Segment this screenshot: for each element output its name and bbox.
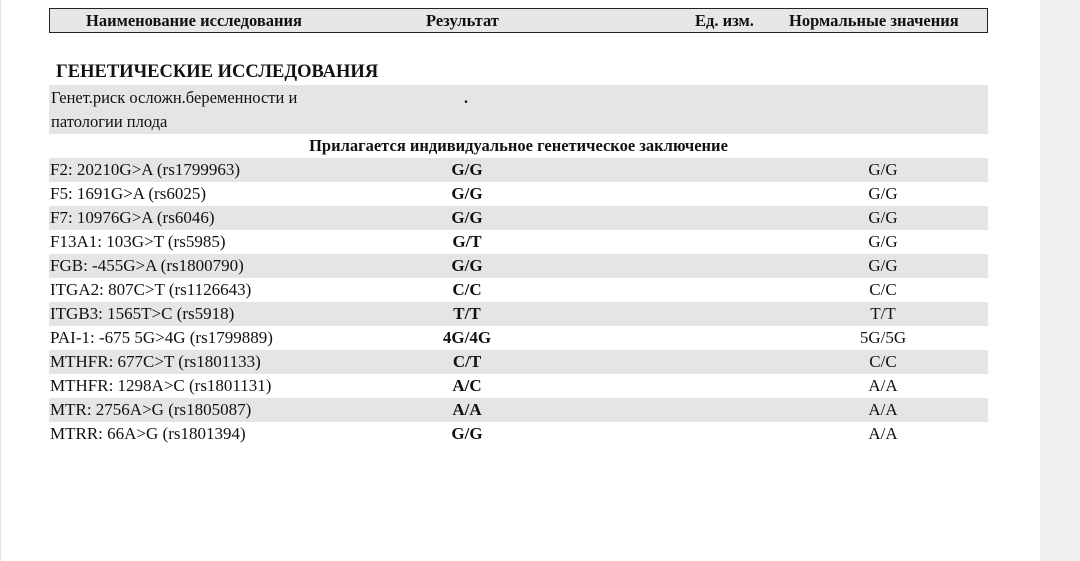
test-result: G/T <box>452 232 482 251</box>
test-result: A/C <box>452 376 482 395</box>
table-row <box>49 350 988 374</box>
test-normal-value: G/G <box>868 256 898 275</box>
table-header <box>49 8 988 33</box>
test-name: FGB: -455G>A (rs1800790) <box>50 256 244 275</box>
test-name: ITGB3: 1565T>C (rs5918) <box>50 304 235 323</box>
table-row <box>49 230 988 254</box>
test-normal-value: A/A <box>868 424 898 443</box>
test-name: F13A1: 103G>T (rs5985) <box>50 232 226 251</box>
risk-label-line-1: Генет.риск осложн.беременности и <box>51 88 298 107</box>
test-normal-value: G/G <box>868 208 898 227</box>
test-normal-value: G/G <box>868 184 898 203</box>
test-result: G/G <box>451 208 483 227</box>
test-name: F7: 10976G>A (rs6046) <box>50 208 215 227</box>
test-name: F5: 1691G>A (rs6025) <box>50 184 206 203</box>
test-name: ITGA2: 807C>T (rs1126643) <box>50 280 252 299</box>
risk-row <box>49 85 988 134</box>
table-row <box>49 206 988 230</box>
test-normal-value: C/C <box>869 280 897 299</box>
test-result: 4G/4G <box>442 328 492 347</box>
test-name: MTHFR: 1298A>C (rs1801131) <box>50 376 272 395</box>
table-row <box>49 158 988 182</box>
risk-label-line-2: патологии плода <box>51 112 168 131</box>
test-normal-value: A/A <box>868 400 898 419</box>
table-row <box>49 422 988 446</box>
test-name: F2: 20210G>A (rs1799963) <box>50 160 240 179</box>
test-result: G/G <box>451 256 483 275</box>
table-row <box>49 182 988 206</box>
test-result: G/G <box>451 160 483 179</box>
header-norm-column: Нормальные значения <box>789 11 959 30</box>
header-unit-column: Ед. изм. <box>695 11 754 30</box>
section-title: ГЕНЕТИЧЕСКИЕ ИССЛЕДОВАНИЯ <box>56 62 379 82</box>
test-result: T/T <box>453 304 481 323</box>
test-name: MTRR: 66A>G (rs1801394) <box>50 424 246 443</box>
test-normal-value: C/C <box>869 352 897 371</box>
test-result: C/T <box>452 352 482 371</box>
test-normal-value: A/A <box>868 376 898 395</box>
viewer-scroll-track[interactable] <box>1040 0 1080 561</box>
table-row <box>49 398 988 422</box>
test-normal-value: 5G/5G <box>859 328 907 347</box>
table-row <box>49 254 988 278</box>
results-table <box>49 158 988 446</box>
test-result: A/A <box>452 400 482 419</box>
table-row <box>49 374 988 398</box>
table-row <box>49 278 988 302</box>
test-normal-value: G/G <box>868 160 898 179</box>
test-result: C/C <box>452 280 482 299</box>
risk-result: . <box>464 90 468 107</box>
test-name: PAI-1: -675 5G>4G (rs1799889) <box>50 328 273 347</box>
page-edge <box>0 0 1 561</box>
test-result: G/G <box>451 184 483 203</box>
header-name-column: Наименование исследования <box>86 11 302 30</box>
table-row <box>49 326 988 350</box>
note-genetic-conclusion: Прилагается индивидуальное генетическое заключение <box>309 136 728 155</box>
test-result: G/G <box>451 424 483 443</box>
test-name: MTHFR: 677C>T (rs1801133) <box>50 352 261 371</box>
test-name: MTR: 2756A>G (rs1805087) <box>50 400 252 419</box>
header-result-column: Результат <box>426 11 499 30</box>
test-normal-value: T/T <box>870 304 896 323</box>
test-normal-value: G/G <box>868 232 898 251</box>
table-row <box>49 302 988 326</box>
